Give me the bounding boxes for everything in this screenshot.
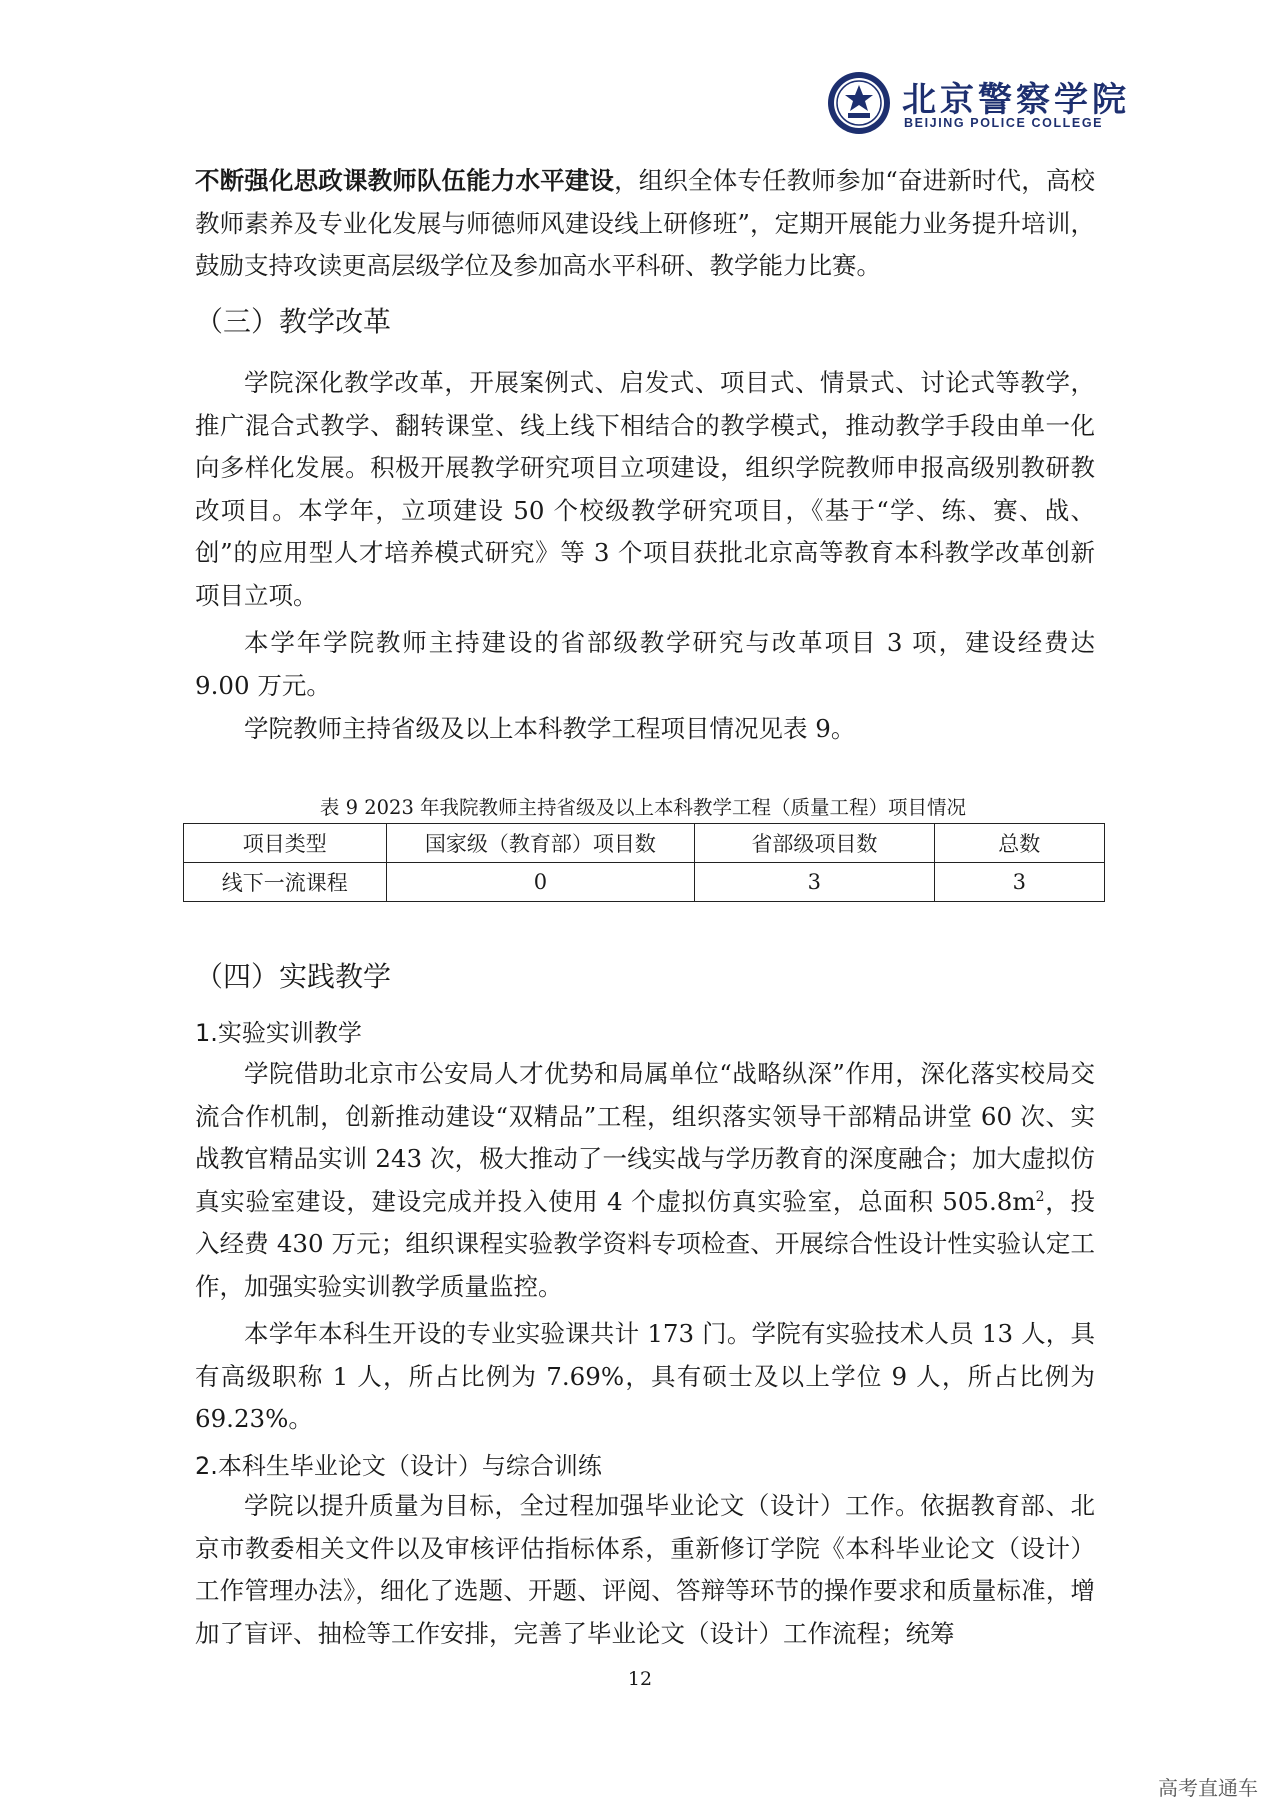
section4-paragraph-1 (195, 1053, 1095, 1308)
intro-bold-lead: 不断强化思政课教师队伍能力水平建设 (195, 166, 615, 195)
logo-english-name: BEIJING POLICE COLLEGE (904, 116, 1104, 130)
section3-paragraph-1: 学院深化教学改革，开展案例式、启发式、项目式、情景式、讨论式等教学，推广混合式教学、翻转课堂、线上线下相结合的教学模式，推动教学手段由单一化向多样化发展。积极开展教学研究项目立项建设，组织学院教师申报高级别教研教改项目。本学年，立项建设 50 个校级教学研究项目，《基于“学、练、赛、战、创”的应用型人才培养模式研究》等 3 个项目获批北京高等教育本科教学改革创新项目立项。 (195, 368, 1095, 610)
section4-paragraph-3: 学院以提升质量为目标，全过程加强毕业论文（设计）工作。依据教育部、北京市教委相关文件以及审核评估指标体系，重新修订学院《本科毕业论文（设计）工作管理办法》，细化了选题、开题、评阅、答辩等环节的操作要求和质量标准，增加了盲评、抽检等工作安排，完善了毕业论文（设计）工作流程；统筹 (195, 1491, 1095, 1648)
table-header-row (184, 824, 1105, 863)
section4-heading: （四）实践教学 (195, 960, 392, 993)
table-cell: 3 (934, 863, 1104, 902)
logo-chinese-name: 北京警察学院 (902, 80, 1130, 120)
section3-heading: （三）教学改革 (195, 305, 392, 338)
table-header-cell: 省部级项目数 (695, 824, 934, 863)
intro-text: ，组织全体专任教师参加“奋进新时代，高校教师素养及专业化发展与师德师风建设线上研修班”，定期开展能力业务提升培训，鼓励支持攻读更高层级学位及参加高水平科研、教学能力比赛。 (195, 166, 1096, 280)
superscript-2: 2 (1035, 1188, 1045, 1205)
table-header-cell: 国家级（教育部）项目数 (386, 824, 695, 863)
table-header-cell: 项目类型 (184, 824, 387, 863)
page-number: 12 (627, 1668, 653, 1690)
section3-paragraph-2: 本学年学院教师主持建设的省部级教学研究与改革项目 3 项，建设经费达 9.00 万元。 (195, 628, 1095, 700)
table9 (183, 823, 1105, 902)
section3-paragraph-3: 学院教师主持省级及以上本科教学工程项目情况见表 9。 (244, 714, 856, 743)
table-cell: 0 (386, 863, 695, 902)
subsection-1-heading: 1.实验实训教学 (195, 1019, 362, 1047)
table-row (184, 863, 1105, 902)
college-logo (826, 70, 1130, 136)
college-seal-icon (826, 70, 892, 136)
section4-paragraph-2: 本学年本科生开设的专业实验课共计 173 门。学院有实验技术人员 13 人，具有高级职称 1 人，所占比例为 7.69%，具有硕士及以上学位 9 人，所占比例为 69.23%。 (195, 1319, 1095, 1433)
table-header-cell: 总数 (934, 824, 1104, 863)
watermark: 高考直通车 (1158, 1776, 1258, 1800)
section4-p1-text-a: 学院借助北京市公安局人才优势和局属单位“战略纵深”作用，深化落实校局交流合作机制，创新推动建设“双精品”工程，组织落实领导干部精品讲堂 60 次、实战教官精品实训 243 次，极大推动了一线实战与学历教育的深度融合；加大虚拟仿真实验室建设，建设完成并投入使用 4 个虚拟仿真实验室，总面积 505.8m (195, 1059, 1095, 1216)
section4-p1-text-b: ，投入经费 430 万元；组织课程实验教学资料专项检查、开展综合性设计性实验认定工作，加强实验实训教学质量监控。 (195, 1186, 1096, 1301)
table-cell: 线下一流课程 (184, 863, 387, 902)
subsection-2-heading: 2.本科生毕业论文（设计）与综合训练 (195, 1452, 602, 1480)
intro-paragraph (195, 160, 1095, 288)
table-cell: 3 (695, 863, 934, 902)
table9-caption: 表 9 2023 年我院教师主持省级及以上本科教学工程（质量工程）项目情况 (319, 796, 967, 819)
